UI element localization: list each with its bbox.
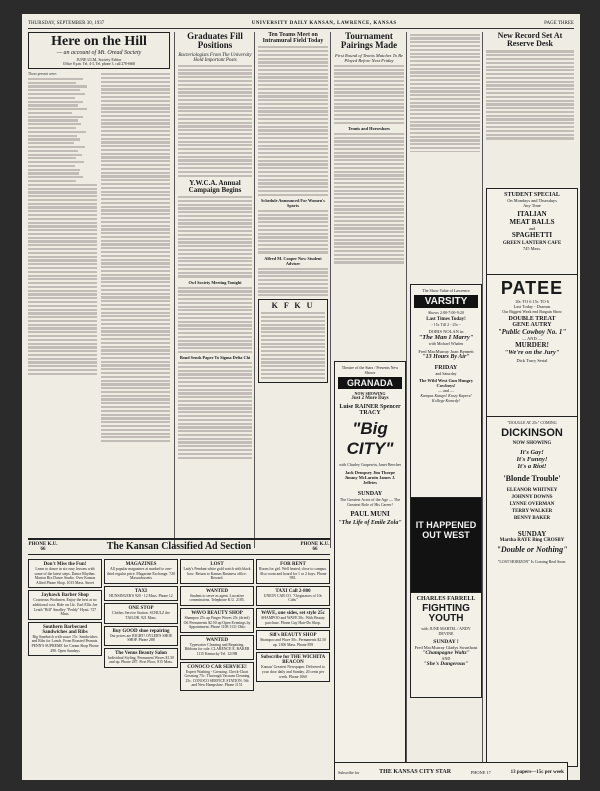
kcstar-name: THE KANSAS CITY STAR <box>379 769 452 775</box>
dangerous-film: "She's Dangerous" <box>423 661 469 667</box>
classified-ad-body: Individual Styling. Permanent Waves $1.50 and up. Phone 287. First Floor, 815 Mass. <box>107 655 175 665</box>
fighting-youth-with: with JUNE MARTEL / ANDY DEVINE <box>421 626 471 636</box>
special-title: STUDENT SPECIAL <box>504 192 560 198</box>
classified-ad-heading: WAVE, one sides, set style 25c <box>261 610 325 616</box>
student-special-ad <box>486 188 578 278</box>
classified-ad-body: SHAMPOO and WAVE 50c. With Beauty purchase. Phone Gay Hair-Do Shop. <box>261 615 325 625</box>
varsity-sub: - 15c Till 2 - 25c - <box>431 322 461 327</box>
newspaper-page <box>22 14 580 780</box>
classified-ad-body: Shampoo and Wave 50c. Permanents $2.50 up. 1306 Mass. Phone 859 <box>260 638 326 647</box>
cast-member: TERRY WALKER <box>511 509 553 514</box>
classified-ad <box>104 586 178 602</box>
granada-muni: PAUL MUNI <box>350 510 390 518</box>
new-record-column <box>486 32 574 152</box>
varsity-film4: Kampus Kutups! Krazy Kapers! Kollege Komedy! <box>420 393 472 403</box>
granada-zola: "The Life of Emile Zola" <box>338 520 402 526</box>
new-record-headline: New Record Set At Reserve Desk <box>497 32 563 49</box>
classified-ad-heading: CONOCO CAR SERVICE! <box>187 664 247 670</box>
society-subtitle: — an account of Mt. Oread Society <box>56 49 142 56</box>
special-line5: and <box>528 226 536 231</box>
dickinson-title: DICKINSON <box>501 427 563 439</box>
farrell-name: CHARLES FARRELL <box>416 596 476 602</box>
society-text: Those present were: <box>28 71 57 76</box>
classified-ad <box>180 635 254 660</box>
fighting-youth-title: FIGHTING YOUTH <box>422 603 470 624</box>
varsity-tagline: The Show Value of Lawrence <box>422 288 470 293</box>
classified-ad-heading: MAGAZINES <box>125 562 157 567</box>
intramural-headline: Ten Teams Meet on Intramural Field Today <box>262 32 324 45</box>
classified-ad <box>104 559 178 584</box>
classified-ad-body: Clothes Service Station. SCHULZ the TAILOR. 921 Mass. <box>112 611 170 620</box>
classified-ad-body: Courteous Workmen. Enjoy the best at no additional cost. Ride on 14c. Earl Ellis Joe Leath "Bill" Smalley "Peddy" Hyatt. 727 Mass. <box>32 598 98 617</box>
granada-title: GRANADA <box>338 377 402 389</box>
varsity-film3: The Wild West Gun Hungry Cowboys! <box>418 378 474 388</box>
reserve-column <box>410 32 480 152</box>
classified-ad-heading: TAXI Call 2-800 <box>275 588 311 594</box>
masthead-date: THURSDAY, SEPTEMBER 30, 1937 <box>28 20 105 26</box>
dickinson-cast <box>490 487 574 522</box>
cast-member: JOHNNY DOWNS <box>511 495 553 500</box>
tournament-column <box>334 32 404 332</box>
masthead <box>28 18 574 29</box>
varsity-last-times: Last Times Today! <box>426 317 466 322</box>
dickinson-rating: "LOST HORIZON" Is Coming Real Soon. <box>497 559 567 564</box>
varsity-film1: "The Man I Marry" <box>418 334 474 341</box>
kcstar-phone: PHONE 17 <box>470 769 491 775</box>
dickinson-show: NOW SHOWING <box>512 441 552 446</box>
kfku-box <box>258 299 328 383</box>
granada-cast2: Jack Dempsey Jim Thorpe Jimmy McLarnin James J. Jeffries <box>344 470 396 485</box>
classified-ad-body: All popular magazines at marked to one-third regular price. Magazine Exchange. 720 Massachusetts <box>107 567 175 581</box>
varsity-saturday: and Saturday <box>435 371 457 376</box>
classified-ad-body: Student to serve as agent. Lucrative commissions. Telephone K.U. 2185. <box>189 593 245 603</box>
varsity-friday: FRIDAY <box>434 365 458 371</box>
dickinson-girl3: It's a Riot! <box>517 463 547 470</box>
varsity-ad <box>410 284 482 502</box>
classified-ad-body: Shampoo 25c up Finger Waves 25c (dried) Oil Permanents $2.50 up Open Evenings by Appointment. Phone 1108 1131 Ohio <box>183 615 251 630</box>
classified-ad <box>104 626 178 646</box>
granada-sunday2: The Greatest Actor of the Age — The Greatest Role of His Career! <box>339 497 401 507</box>
classified-title: The Kansan Classified Ad Section <box>106 540 252 552</box>
patee-title: PATEE <box>500 278 564 298</box>
classified-ad <box>104 603 178 623</box>
kc-star-ad <box>334 762 568 780</box>
kfku-title: K F K U <box>271 301 315 311</box>
classified-column-2 <box>104 557 178 693</box>
cast-member: BENNY BAKER <box>513 516 551 521</box>
special-line6: SPAGHETTI <box>511 231 553 239</box>
and-word: AND <box>441 656 451 661</box>
classified-ad-heading: The Venus Beauty Salon <box>115 650 167 656</box>
patee-film1: "Public Cowboy No. 1" <box>497 328 567 336</box>
classified-ad <box>28 559 102 588</box>
dickinson-girl2: It's Funny! <box>516 456 548 463</box>
masthead-title: UNIVERSITY DAILY KANSAN, LAWRENCE, KANSAS <box>251 20 397 26</box>
granada-ad <box>334 361 406 767</box>
classified-ad <box>256 559 330 584</box>
classified-ad <box>28 622 102 656</box>
society-header-box <box>28 32 170 69</box>
kcstar-price: 13 papers—15c per week <box>510 769 564 775</box>
patee-prices: 10c TO 6 15c TO 6 <box>515 299 549 304</box>
fighting-youth-ad <box>410 592 482 698</box>
champagne-film: "Champagne Waltz" <box>422 650 470 656</box>
classified-ad-heading: Subscribe for THE WICHITA BEACON <box>260 655 326 666</box>
classified-ad <box>104 648 178 668</box>
classified-ad-body: HUNSINGER'S 920 - 12 Mass. Phone 12 <box>109 593 173 598</box>
column-rule <box>174 32 175 548</box>
intramural-column <box>258 32 328 542</box>
special-line3: ITALIAN <box>517 210 547 218</box>
dickinson-ad <box>486 416 578 767</box>
classified-ad-heading: WAVO BEAUTY SHOP <box>191 610 243 616</box>
varsity-film2: "13 Hours By Air" <box>422 354 470 360</box>
granada-sunday: SUNDAY <box>357 491 383 497</box>
varsity-film2-star: Fred MacMurray Joan Bennett <box>418 349 474 354</box>
classified-ad <box>180 608 254 633</box>
column-rule <box>254 32 255 548</box>
ywca-headline: Y.W.C.A. Annual Campaign Begins <box>188 178 242 195</box>
classified-ad-body: UNION CAB CO. "Originators of 10c Cabs" <box>263 593 323 603</box>
kcstar-subscribe: Subscribe for <box>338 769 360 775</box>
classified-ad-body: Lady's Pendant white gold watch with black bow. Return to Kansas Business office. Reward. <box>183 567 251 581</box>
varsity-film3-sub: — and — <box>438 388 454 393</box>
classified-ad <box>256 630 330 650</box>
granada-stars: Luise RAINER Spencer TRACY <box>339 404 401 416</box>
column-rule <box>482 32 483 780</box>
classified-phone-right: PHONE K.U. 66 <box>300 542 330 552</box>
tournament-headline: Tournament Pairings Made <box>340 32 398 51</box>
classified-phone-left: PHONE K.U. 66 <box>28 542 58 552</box>
society-column <box>28 32 170 542</box>
it-happened-ad <box>410 497 482 597</box>
dickinson-cast2: Martha RAYE Bing CROSBY <box>499 538 565 543</box>
dickinson-sunday: SUNDAY <box>517 530 547 538</box>
classified-ad-body: Kansas' Greatest Newspaper. Delivered to your door daily and Sunday. 20 cents per week. Phone 1060 <box>261 665 325 679</box>
champagne-stars: Fred MacMurray Gladys Swarthout <box>414 645 478 650</box>
cast-member: LYNNE OVERMAN <box>509 502 555 507</box>
varsity-title: VARSITY <box>414 295 478 308</box>
varsity-shows: Shows 2:00-7:00-9:20 <box>428 310 464 315</box>
special-line1: On Mondays and Thursdays <box>507 198 557 203</box>
patee-and: — AND — <box>521 336 543 341</box>
granada-tagline: Theatre of the Stars / Presents New Shows <box>341 365 399 375</box>
classified-ad-heading: Buy GOOD shoe repairing <box>112 628 170 634</box>
classified-ad-body: Room for girl. Well heated, close to campus. Also room and board for 1 or 2 boys. Phone 981. <box>259 567 327 581</box>
classified-ad-heading: TAXI <box>134 588 148 594</box>
column-rule <box>406 32 407 780</box>
tournament-deck: First Round of Tennis Matches To Be Played Before Next Friday <box>334 52 404 63</box>
bond-head: Bond Sends Paper To Sigma Delta Chi <box>179 355 251 361</box>
masthead-page: PAGE THREE <box>544 20 574 26</box>
varsity-film1-with: with Michael Whalen <box>428 341 464 346</box>
classified-ad-body: Our prices are RIGHT! OYLER'S SHOE SHOP. Phone 288 <box>109 633 173 643</box>
classified-ad-body: Expert Washing - Greasing. Check-Chart Greasing 75c. Thorough Vacuum Cleaning 25c. CONOCO SERVICE STATION. 9th and New Hampshire. Phone 1151 <box>184 669 250 688</box>
classified-ad-body: Typewriter Cleaning and Repairing. Ribbons for sale. CLARENCE E. BAKER 1115 Kentucky Tel. 1219R <box>184 642 250 656</box>
patee-today: Last Today - Dramas <box>513 304 551 309</box>
patee-gene: GENE AUTRY <box>512 322 552 328</box>
classified-ad-heading: WANTED <box>206 588 228 594</box>
classified-ad-heading: FOR RENT <box>280 562 306 567</box>
classified-ad <box>256 608 330 628</box>
classified-ad-body: Big Sandwich with sauce 15c. Sandwiches and Ribs for Lunch. From Roasted Peanuts. PENN'S SUPREME Ice Cream Shop Phone 490. Open Sundays <box>31 634 99 653</box>
special-line7: GREEN LANTERN CAFE <box>502 241 562 246</box>
classified-ad <box>256 652 330 682</box>
classified-ad <box>180 662 254 691</box>
dickinson-film: 'Blonde Trouble' <box>503 474 561 483</box>
classified-ad-heading: ONE STOP <box>128 606 154 612</box>
graduates-deck: Bacteriologists From The University Hold Important Posts <box>178 52 252 63</box>
adviser-head: Alfred M. Cooper Now Student Adviser <box>264 255 322 266</box>
patee-dick: Dick Tracy Serial <box>516 358 548 363</box>
dickinson-film2: "Double or Nothing" <box>496 545 568 554</box>
granada-now: NOW SHOWING <box>354 391 386 396</box>
tennis-head: Tennis and Horseshoes <box>348 125 390 131</box>
classified-ad-heading: Southern Barbecued Sandwiches and Ribs <box>42 624 88 635</box>
granada-cast: with Charley Grapewin, Janet Beecher <box>339 462 401 467</box>
varsity-film1-star: DORIS NOLAN in <box>428 329 464 334</box>
it-happened-title: IT HAPPENED OUT WEST <box>415 520 477 540</box>
cast-member: ELEANOR WHITNEY <box>506 488 558 493</box>
column-rule <box>330 32 331 548</box>
classified-ad-body: Learn to dance in six easy lessons with some of the latest steps. Dance Rhythm. Marion Rix Dance Studio. Over Kansas Allied Phone Shop. 1015 Mass. Street <box>34 567 96 585</box>
society-title: Here on the Hill <box>51 34 147 49</box>
classified-ad <box>256 586 330 606</box>
patee-film2: "We're on the Jury" <box>504 349 560 356</box>
granada-days: Just 2 More Days <box>351 396 389 401</box>
special-line4: MEAT BALLS <box>509 218 555 226</box>
patee-murder: MURDER! <box>515 341 549 349</box>
fighting-youth-sunday: SUNDAY ! <box>433 639 459 645</box>
patee-sub: Our Biggest Weak end Bargain Show <box>502 309 562 314</box>
classified-ad-heading: Don't Miss the Fun! <box>43 562 87 567</box>
classified-ad <box>28 590 102 619</box>
sports-schedule-head: Schedule Announced For Women's Sports <box>261 197 325 208</box>
classified-section <box>28 538 330 760</box>
special-line2: Any Time <box>523 203 541 208</box>
granada-film: "Big CITY" <box>346 419 394 458</box>
classified-column-1 <box>28 557 102 693</box>
owl-society-head: Owl Society Meeting Tonight <box>188 279 242 285</box>
classified-ad-heading: Jayhawk Barber Shop <box>41 593 89 599</box>
classified-ad <box>180 586 254 606</box>
graduates-headline: Graduates Fill Positions <box>187 32 243 51</box>
patee-double: DOUBLE TREAT <box>508 316 556 322</box>
classified-ad-heading: WANTED <box>206 637 228 643</box>
classified-ad-heading: Sill's BEAUTY SHOP <box>269 633 317 639</box>
society-editor: JUNE ULM, Society Editor <box>76 56 122 62</box>
classified-ad <box>180 559 254 584</box>
classified-ad-heading: LOST <box>210 562 224 567</box>
dickinson-sub: "DOUGLE AT 25c" COMING <box>507 420 557 425</box>
patee-ad <box>486 274 578 420</box>
dickinson-girl1: It's Gay! <box>520 449 544 456</box>
classified-column-4 <box>256 557 330 693</box>
graduates-column <box>178 32 252 542</box>
classified-column-3 <box>180 557 254 693</box>
special-line8: 745 Mass. <box>522 246 542 251</box>
society-office: Office 8 p.m. Tel. 4-3, Tel. phone 3. call 278-6668 <box>62 61 136 66</box>
